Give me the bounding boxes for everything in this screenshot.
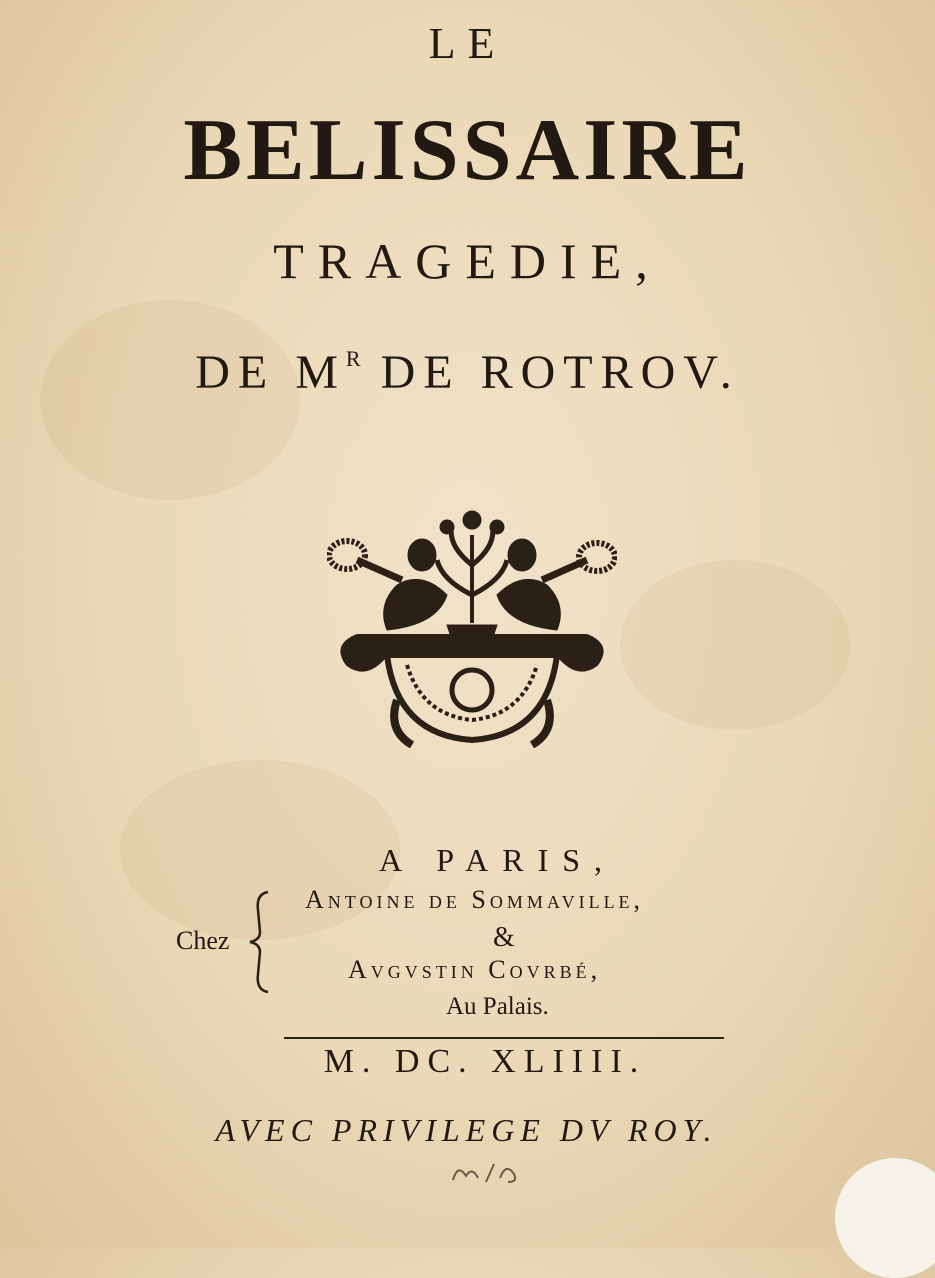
imprint-location: Au Palais. bbox=[446, 993, 549, 1020]
publisher-ampersand: & bbox=[493, 922, 519, 953]
paper-stain bbox=[620, 560, 850, 730]
curly-brace-icon bbox=[246, 888, 276, 996]
subtitle: TRAGEDIE, bbox=[273, 233, 662, 289]
author-line bbox=[0, 345, 935, 400]
handwritten-shelfmark-icon bbox=[448, 1158, 528, 1188]
divider-rule bbox=[284, 1037, 724, 1039]
author-name: DE ROTROV. bbox=[360, 346, 740, 399]
printers-ornament-icon bbox=[327, 505, 617, 750]
author-prefix: DE M bbox=[195, 346, 346, 399]
imprint-city: A PARIS, bbox=[378, 842, 617, 878]
privilege-line: AVEC PRIVILEGE DV ROY. bbox=[215, 1112, 718, 1148]
publisher-2: Avgvstin Covrbé, bbox=[348, 955, 602, 984]
paper-stain bbox=[40, 300, 300, 500]
torn-corner bbox=[835, 1158, 935, 1278]
page-title: BELISSAIRE bbox=[183, 102, 752, 199]
author-superscript: R bbox=[345, 346, 361, 371]
imprint-chez: Chez bbox=[176, 926, 230, 955]
imprint-date: M. DC. XLIIII. bbox=[323, 1043, 647, 1080]
publisher-1: Antoine de Sommaville, bbox=[305, 885, 645, 914]
title-article: LE bbox=[428, 19, 507, 68]
